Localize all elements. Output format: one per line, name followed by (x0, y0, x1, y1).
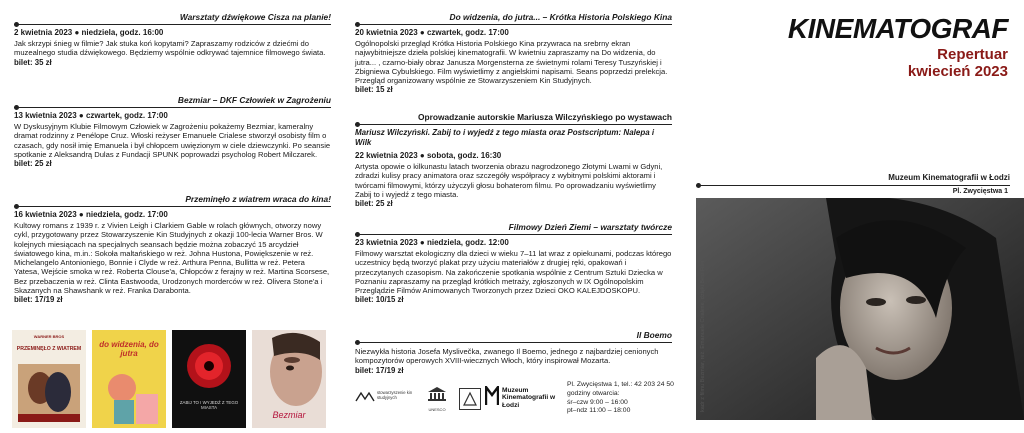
event-il-boemo (355, 330, 672, 376)
event-description: Ogólnopolski przegląd Krótka Historia Polskiego Kina przywraca na srebrny ekran najwybitniejsze dzieła polskiej kinematografii. W kwietniu zapraszamy na Do widzenia, do jutra... , czarno-biały obraz Janusza Morgensterna ze świetnymi rolami Teresy Tuszyńskiej i Zbigniewa Cybulskiego. Film wyświetlimy z angielskimi napisami. Seans poprzedzi prelekcja. Przegląd organizowany wspólnie ze Stowarzyszeniem Kin Studyjnych. (355, 39, 668, 86)
logo-museum (485, 386, 557, 411)
logo-unesco (419, 386, 455, 412)
poster-bezmiar (252, 330, 326, 428)
event-ticket-price: bilet: 35 zł (14, 57, 52, 67)
brand-subtitle-repertuar: Repertuar (937, 46, 1008, 63)
event-subheader: Mariusz Wilczyński. Zabij to i wyjedź z tego miasta oraz Postscriptum: Nalepa i Wilk (355, 128, 655, 147)
logo-museum-text: Muzeum Kinematografii w Łodzi (502, 387, 556, 409)
event-wilczynski (355, 112, 672, 209)
poster-przeminelo (12, 330, 86, 428)
event-ticket-price: bilet: 10/15 zł (355, 295, 404, 305)
contact-hours-label: godziny otwarcia: (567, 389, 620, 397)
column-right (682, 0, 1024, 433)
brand-block (788, 14, 1008, 80)
event-description: W Dyskusyjnym Klubie Filmowym Człowiek w Zagrożeniu pokażemy Bezmiar, kameralny dramat rodzinny z Penélope Cruz. Włoski reżyser Emanuele Crialese stworzył osobisty film o czasach, gdy nosił imię Emanuela i był chłopcem uwięzionym w ciele dziewczynki. Po seansie spotkanie z Aleksandrą Dulas z Fundacji SPUNK poprowadzi psycholog Robert Milczarek. (14, 122, 331, 159)
poster-przeminelo-art (12, 330, 86, 428)
event-header: Oprowadzanie autorskie Mariusza Wilczyńskiego po wystawach (355, 112, 672, 125)
event-ticket-price: bilet: 17/19 zł (355, 365, 404, 375)
event-header: Filmowy Dzień Ziemi – warsztaty twórcze (355, 222, 672, 235)
event-ticket-price: bilet: 25 zł (355, 199, 393, 209)
event-date: 23 kwietnia 2023 ● niedziela, godz. 12:00 (355, 238, 509, 247)
event-description: Kultowy romans z 1939 r. z Vivien Leigh i Clarkiem Gable w rolach głównych, otworzy nowy cykl, przygotowany przez Stowarzyszenie Kin Studyjnych z okazji 100-lecia Warner Bros. W kolejnych miesiącach na specjalnych seansach będzie można zobaczyć 15 arcydzieł światowego kina, m.in.: Sokoła maltańskiego w reż. Johna Hustona, Powiększenie w reż. Michelangelo Antonioniego, Bonnie i Clyde w reż. Arthura Penna, Bullitta w reż. Petera Yatesa, Wejście smoka w reż. Roberta Clouse'a, Chłopców z ferajny w reż. Martina Scorsese, Bez przebaczenia w reż. Clinta Eastwooda, Urodzonych morderców w reż. Olivera Stone'a i Skazanych na Shawshank w reż. Franka Darabonta. (14, 221, 330, 296)
event-ticket-price: bilet: 15 zł (355, 85, 393, 95)
poster-title: ZABIJ TO I WYJEDŹ Z TEGO MIASTA (179, 400, 239, 411)
contact-hours-weekend: pt–ndz 11:00 – 18:00 (567, 407, 631, 415)
event-do-widzenia (355, 12, 672, 95)
poster-title: Bezmiar (272, 410, 306, 420)
lodz-city-icon (460, 389, 480, 409)
event-dzien-ziemi (355, 222, 672, 305)
film-still-photo (696, 198, 1024, 420)
event-header: Warsztaty dźwiękowe Cisza na planie! (14, 12, 331, 25)
poster-title: PRZEMINĘŁO Z WIATREM (16, 346, 82, 352)
event-date: 2 kwietnia 2023 ● niedziela, godz. 16:00 (14, 28, 164, 37)
logo-lodz-icon (459, 388, 481, 410)
logo-unesco-text: UNESCO (428, 407, 446, 412)
unesco-temple-icon (426, 386, 448, 402)
brand-title: KINEMATOGRAF (787, 13, 1008, 44)
contact-address: Pl. Zwycięstwa 1, tel.: 42 203 24 50 (567, 381, 674, 388)
event-date: 16 kwietnia 2023 ● niedziela, godz. 17:00 (14, 210, 168, 219)
logo-ski-text: stowarzyszenie kin studyjnych (377, 390, 413, 400)
brand-subtitle-month: kwiecień 2023 (907, 63, 1008, 80)
poster-studio-label: WARNER BROS (33, 334, 65, 339)
contact-info (567, 381, 679, 416)
poster-do-widzenia (92, 330, 166, 428)
event-ticket-price: bilet: 25 zł (14, 159, 52, 169)
museum-logo-icon (485, 386, 499, 406)
event-date: 13 kwietnia 2023 ● czwartek, godz. 17:00 (14, 111, 168, 120)
event-header: Przeminęło z wiatrem wraca do kina! (14, 194, 331, 207)
event-date: 20 kwietnia 2023 ● czwartek, godz. 17:00 (355, 28, 509, 37)
ski-logo-icon (355, 391, 375, 403)
logo-ski (355, 390, 413, 408)
film-still-art (696, 198, 1024, 420)
event-header: Il Boemo (355, 330, 672, 343)
event-przeminelo (14, 194, 331, 305)
poster-zabij-to-art (172, 330, 246, 428)
poster-title: do widzenia, do jutra (99, 340, 159, 358)
museum-name: Muzeum Kinematografii w Łodzi (696, 173, 1010, 186)
photo-caption: kadr z filmu Bezmiar, reż. Emanuele Crialese, dzięki Best Film (700, 260, 706, 412)
event-description: Filmowy warsztat ekologiczny dla dzieci w wieku 7–11 lat wraz z opiekunami, podczas którego uczestnicy będą tworzyć plakat przy użyciu materiałów z drugiej ręki, opakowań i przeczytanych czasopism. Na zakończenie spotkania wspólnie z Centrum Sztuki Dziecka w Poznaniu zapraszamy na przegląd krótkich metraży, zgłoszonych w IX Ogólnopolskim Przeglądzie Filmów Animowanych Tworzonych przez Dzieci OKO KALEJDOSKOPU. (355, 249, 672, 296)
event-cisza (14, 12, 331, 68)
event-description: Niezwykła historia Josefa Myslivečka, zwanego Il Boemo, jednego z najbardziej cenionych kompozytorów operowych XVIII-wiecznych Włoch, który inspirował Mozarta. (355, 347, 659, 366)
contact-hours-weekday: śr–czw 9:00 – 16:00 (567, 398, 628, 406)
museum-address: Pl. Zwycięstwa 1 (952, 188, 1008, 195)
poster-zabij-to (172, 330, 246, 428)
event-ticket-price: bilet: 17/19 zł (14, 295, 63, 305)
poster-strip (12, 330, 332, 428)
event-description: Artysta opowie o kilkunastu latach tworzenia obrazu nagrodzonego Złotymi Lwami w Gdyni, zdradzi kulisy pracy animatora oraz szczegóły współpracy z wybitnymi polskimi aktorami i twórcami filmowymi, którzy użyczyli głosu bohaterom filmu. Po oprowadzaniu wyświetlimy Zabij to i wyjedź z tego miasta. (355, 162, 663, 199)
event-date: 22 kwietnia 2023 ● sobota, godz. 16:30 (355, 151, 502, 160)
event-description: Jak skrzypi śnieg w filmie? Jak stuka koń kopytami? Zapraszamy rodziców z dziećmi do muzealnego studia dźwiękowego. Będziemy wspólnie odkrywać tajemnice filmowego świata. (14, 39, 326, 58)
event-header: Do widzenia, do jutra... – Krótka Historia Polskiego Kina (355, 12, 672, 25)
event-bezmiar (14, 95, 331, 169)
partner-logos (355, 384, 555, 424)
event-header: Bezmiar – DKF Człowiek w Zagrożeniu (14, 95, 331, 108)
